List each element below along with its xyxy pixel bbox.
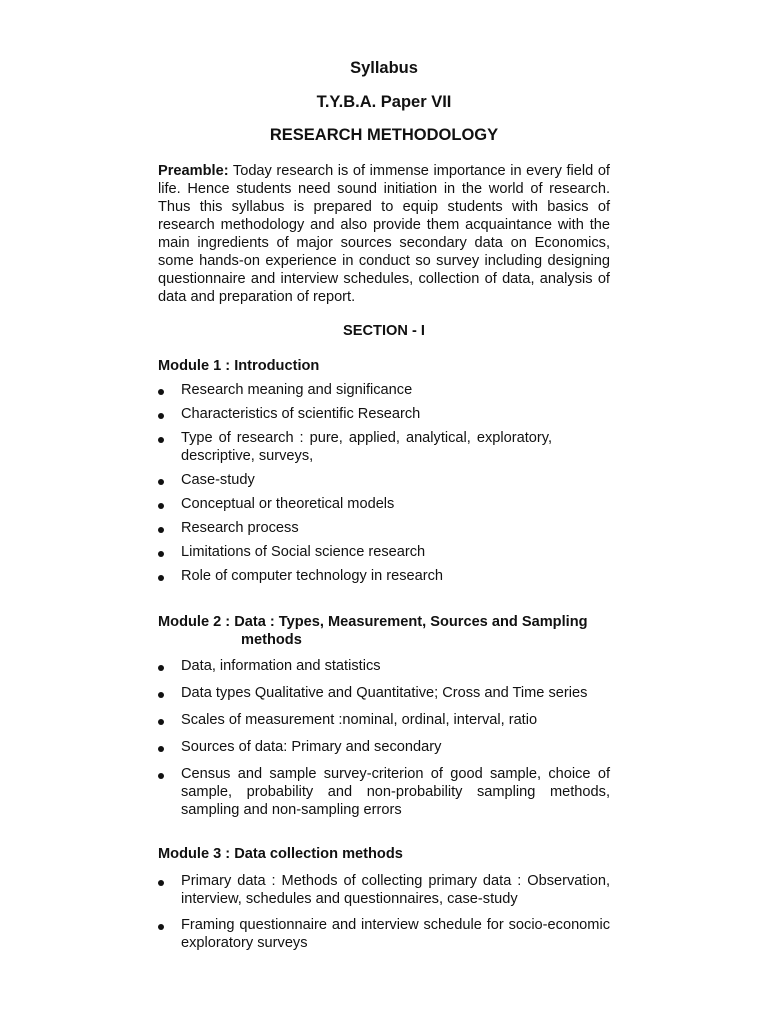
- list-item-text: Conceptual or theoretical models: [181, 496, 395, 512]
- bullet-icon: [158, 719, 164, 725]
- list-item-text: Research process: [181, 520, 299, 536]
- list-item: [158, 429, 610, 465]
- bullet-icon: [158, 551, 164, 557]
- list-item: [158, 519, 610, 537]
- doc-title-subject: RESEARCH METHODOLOGY: [269, 126, 499, 144]
- module-2-heading: [158, 613, 610, 649]
- list-item: [158, 657, 610, 675]
- bullet-icon: [158, 746, 164, 752]
- doc-title-paper: T.Y.B.A. Paper VII: [316, 93, 452, 111]
- list-item-text: Data types Qualitative and Quantitative; Cross and Time series: [181, 685, 588, 701]
- list-item-text: Role of computer technology in research: [181, 568, 444, 584]
- module-2-list: [158, 657, 610, 828]
- list-item: [158, 495, 610, 513]
- list-item-text: Scales of measurement :nominal, ordinal, interval, ratio: [181, 712, 538, 728]
- list-item-text: Research meaning and significance: [181, 382, 413, 398]
- list-item-text: Limitations of Social science research: [181, 544, 426, 560]
- bullet-icon: [158, 479, 164, 485]
- list-item: [158, 711, 610, 729]
- section-heading: SECTION - I: [343, 323, 425, 339]
- preamble-paragraph: [158, 162, 610, 306]
- bullet-icon: [158, 692, 164, 698]
- list-item-text: Case-study: [181, 472, 255, 488]
- list-item: [158, 381, 610, 399]
- list-item: [158, 471, 610, 489]
- bullet-icon: [158, 413, 164, 419]
- bullet-icon: [158, 575, 164, 581]
- list-item: [158, 684, 610, 702]
- bullet-icon: [158, 773, 164, 779]
- bullet-icon: [158, 880, 164, 886]
- module-2-heading-line1: Module 2 : Data : Types, Measurement, Sources and Sampling: [158, 614, 588, 630]
- doc-title-syllabus: Syllabus: [350, 59, 418, 77]
- preamble-label: Preamble:: [158, 163, 229, 179]
- list-item-text: Census and sample survey-criterion of good sample, choice of sample, probability and non-probability sampling methods, sampling and non-sampling errors: [181, 766, 610, 818]
- module-3-list: [158, 872, 610, 960]
- list-item: [158, 872, 610, 908]
- list-item-text: Type of research : pure, applied, analytical, exploratory, descriptive, surveys,: [181, 430, 552, 464]
- list-item-text: Characteristics of scientific Research: [181, 406, 421, 422]
- list-item: [158, 543, 610, 561]
- list-item: [158, 916, 610, 952]
- list-item-text: Primary data : Methods of collecting primary data : Observation, interview, schedules and questionnaires, case-study: [181, 873, 610, 907]
- module-1-list: [158, 381, 610, 591]
- list-item: [158, 405, 610, 423]
- bullet-icon: [158, 527, 164, 533]
- list-item: [158, 567, 610, 585]
- list-item: [158, 738, 610, 756]
- bullet-icon: [158, 437, 164, 443]
- bullet-icon: [158, 389, 164, 395]
- list-item: [158, 765, 610, 819]
- bullet-icon: [158, 503, 164, 509]
- module-1-heading: Module 1 : Introduction: [158, 358, 320, 374]
- list-item-text: Sources of data: Primary and secondary: [181, 739, 442, 755]
- list-item-text: Data, information and statistics: [181, 658, 381, 674]
- list-item-text: Framing questionnaire and interview schedule for socio-economic exploratory surveys: [181, 917, 610, 951]
- module-3-heading: Module 3 : Data collection methods: [158, 846, 403, 862]
- bullet-icon: [158, 665, 164, 671]
- bullet-icon: [158, 924, 164, 930]
- preamble-text: Today research is of immense importance in every field of life. Hence students need sound initiation in the world of research. Thus this syllabus is prepared to equip students with basics of research methodology and also provide them acquaintance with the main ingredients of major sources secondary data on Economics, some hands-on experience in conduct so survey including designing questionnaire and interview schedules, collection of data, analysis of data and preparation of report.: [158, 163, 610, 305]
- module-2-heading-line2: methods: [241, 632, 302, 648]
